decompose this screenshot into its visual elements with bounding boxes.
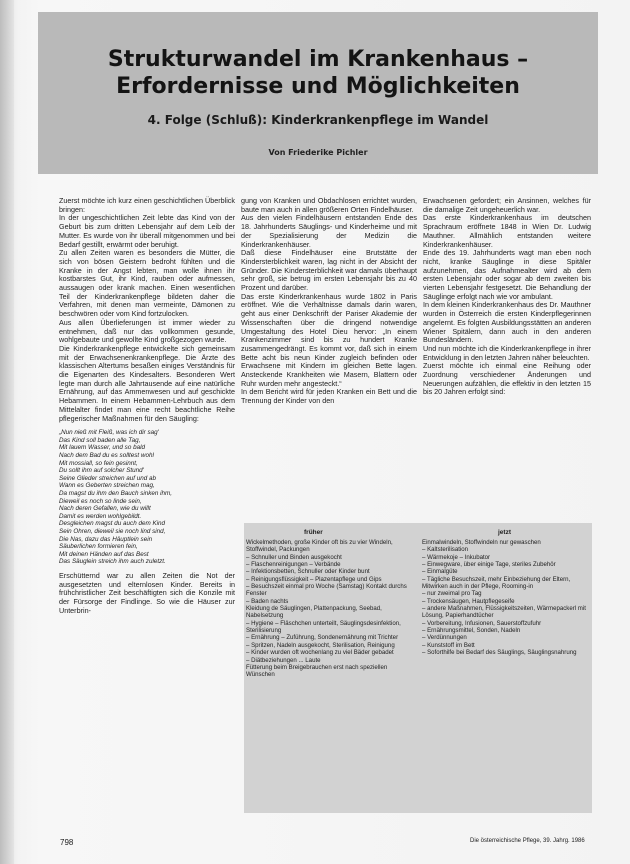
poem-line: Damit es werden wohlgebildt. [59,512,142,520]
journal-footer: Die österreichische Pflege, 39. Jahrg. 1986 [470,838,585,844]
list-item: Einmalwindeln, Stoffwindeln nur gewaschen [422,539,541,546]
article-author: Von Friederike Pichler [268,148,368,157]
poem-line: Mit deinen Händen auf das Best [59,550,149,558]
poem-line: Wann es Geberten streichen mag, [59,482,155,490]
paragraph: Und nun möchte ich die Kinderkrankenpflege in ihrer Entwicklung in den letzten Jahren näher beleuchten. [423,343,591,362]
article-header [38,12,598,174]
list-item: – Kaltsterilisation [422,546,469,554]
list-item: Wickelmethoden, große Kinder oft bis zu vier Windeln, Stoffwindel, Packungen [246,539,393,554]
list-item: – andere Maßnahmen, Flüssigkeitszeiten, Wärmepackerl mit Lösung, Papierhandtücher [422,605,586,620]
list-item: – Kunststoff im Bett [422,641,475,649]
poem-line: Desgleichen magst du auch dem Kind [59,520,166,528]
list-item: – Wärmekoje – Inkubator [422,553,491,561]
text-column-3 [423,197,591,397]
paragraph: In der ungeschichtlichen Zeit lebte das Kind von der Geburt bis zum dritten Lebensjahr auf dem Leib der Mutter. Es wurde von ihr überall mitgenommen und bei Bedarf gestillt, erwärmt oder beruhigt. [59,213,235,249]
list-item: – Tägliche Besuchszeit, mehr Einbeziehung der Eltern, Mitwirken auch in der Pflege, Rooming-in [422,575,571,591]
list-item: – Vorbereitung, Infusionen, Sauerstoffzufuhr [422,619,542,627]
poem-line: „Nun nieß mit Fleiß, was ich dir sag' [59,429,159,437]
paragraph: Erschütternd war zu allen Zeiten die Not der ausgesetzten und elternlosen Kinder. Bereits in frühchristlicher Zeit beschäftigten sich die Konzile mit der Fürsorge der Findlinge. So wie die Häuser zur Unterbrin- [59,570,235,615]
box-header-now: jetzt [498,529,511,536]
title-line-1: Strukturwandel im Krankenhaus – [107,47,529,72]
list-item: – Diätbeziehungen ... Laute [246,656,321,664]
article-title [38,46,598,100]
paragraph: Ende des 19. Jahrhunderts wagt man eben noch nicht, kranke Säuglinge in diese Spitäler aufzunehmen, das Aufnahmealter wird ab dem ersten Lebensjahr oder sogar ab dem zweiten bis vierten Lebensjahr festgesetzt. Die Behandlung der Säuglinge erfolgt nach wie vor ambulant. [423,248,591,301]
list-item: Fütterung beim Breigebrauchen erst nach speziellen Wünschen [246,663,388,679]
paragraph: Die Kinderkrankenpflege entwickelte sich gemeinsam mit der Erwachsenenkrankenpflege. Die Ärzte des klassischen Altertums besaßen einiges Verständnis für die Eigenarten des Kindesalters. Besonderen Wert legte man durch alle Jahrtausende auf eine natürliche Ernährung, auf das Ammenwesen und auf geschickte Hebammen. In einem Hebammen-Lehrbuch aus dem Mittelalter findet man eine recht beachtliche Reihe pflegerischer Maßnahmen für den Säugling: [59,343,235,423]
list-item: – Ernährungsmittel, Sonden, Nadeln [422,627,521,635]
list-item: – Kinder wurden oft wochenlang zu viel Bäder gebadet [246,649,394,657]
poem-line: Du sollt ihm auf solcher Stund' [59,467,144,475]
paragraph: Zu allen Zeiten waren es besonders die Mütter, die sich von bösen Geistern bedroht fühlten und die Kranke in der Angst lebten, man wolle ihnen ihr kostbarstes Gut, ihr Kind, rauben oder aufmessen, aussaugen oder krank machen. Einen wesentlichen Teil der Kinderkrankenpflege bildeten daher die Verfahren, mit denen man vermeinte, Dämonen zu beschwören oder vom Kind fortzulocken. [59,248,235,319]
paragraph: Zuerst möchte ich kurz einen geschichtlichen Überblick bringen: [59,196,235,214]
poem-line: Mit mossiall, so fein gesinnt, [59,459,138,467]
article-subtitle: 4. Folge (Schluß): Kinderkrankenpflege im Wandel [147,113,489,127]
comparison-box [244,523,592,813]
list-item: – nur zweimal pro Tag [422,590,482,598]
list-item: – Soforthilfe bei Bedarf des Säuglings, Säuglingsnahrung [422,649,577,657]
poem-line: Mit lauem Wasser, und so bald [59,444,145,452]
list-item: – Flaschenreinigungen – Verbände [246,561,341,569]
paragraph: Aus allen Überlieferungen ist immer wieder zu entnehmen, daß nur das vollkommen gesunde, wohlgebaute und gewollte Kind großgezogen wurde. [59,317,235,345]
paragraph: Das erste Kinderkrankenhaus im deutschen Sprachraum eröffnete 1848 in Wien Dr. Ludwig Mauthner. Allmählich entstanden weitere Kinderkrankenhäuser. [423,213,591,249]
list-item: – Ernährung – Zuführung, Sondenernährung mit Trichter [246,634,399,642]
paragraph: Daß diese Findelhäuser eine Brutstätte der Kindersterblichkeit waren, lag nicht in der Absicht der Gründer. Die Kindersterblichkeit war damals überhaupt sehr groß, sie betrug im ersten Lebensjahr bis zu 40 Prozent und darüber. [241,248,417,293]
list-item: – Reinigungsflüssigkeit – Plazentapflege und Gips [246,575,382,583]
paragraph: Das erste Kinderkrankenhaus wurde 1802 in Paris eröffnet. Wie die Verhältnisse damals darin waren, geht aus einer Denkschrift der Pariser Akademie der Wissenschaften über die dringend notwendige Umgestaltung des Hotel Dieu hervor: „In einem Krankenzimmer sind bis zu hundert Kranke zusammengedrängt. Es kommt vor, daß sich in einem Bette acht bis neun Kinder zugleich befinden oder Erwachsene mit Kindern im gleichen Bette lagen. Ansteckende Krankheiten wie Masern, Blattern oder Ruhr wurden mehr angesteckt.“ [241,291,417,388]
paragraph: In dem kleinen Kinderkrankenhaus des Dr. Mauthner wurden in Österreich die ersten Kinderpflegerinnen angelernt. Es folgten Ausbildungsstätten an anderen Wiener Spitälern, dann auch in den anderen Bundesländern. [423,300,591,345]
poem-line: Die Nas, dazu das Häuptlein sein [59,535,153,543]
paragraph: Aus den vielen Findelhäusern entstanden Ende des 18. Jahrhunderts Säuglings- und Kinderheime und mit der Spezialisierung der Medizin die Kinderkrankenhäuser. [241,213,417,249]
poem-line: Seine Glieder streichen auf und ab [59,474,156,482]
paragraph: In dem Bericht wird für jeden Kranken ein Bett und die Trennung der Kinder von den [241,387,417,406]
list-item: – Einmalgüte [422,568,458,576]
poem-line: Nach deren Gefallen, wie du willt [59,505,151,513]
list-item: – Infektionsbetten, Schnuller oder Kinder bunt [246,568,370,576]
page-gutter [0,0,14,864]
list-item: – Spritzen, Nadeln ausgekocht, Sterilisation, Reinigung [246,641,395,649]
page-number: 798 [60,838,74,847]
list-item: Kleidung de Säuglingen, Plattenpackung, Seebad, Nabelsetzung [246,605,382,620]
list-item: – Trockensäugen, Hautpflegeseife [422,597,515,605]
list-item: – Schnuller und Binden ausgekocht [246,553,342,561]
list-item: – Baden nachts [246,597,289,605]
poem-line: Säuberlichen formieren fein, [59,543,138,551]
title-line-2: Erfordernisse und Möglichkeiten [116,74,520,99]
paragraph: gung von Kranken und Obdachlosen errichtet wurden, baute man auch in allen größeren Orten Findelhäuser. [241,196,417,214]
poem-line: Sein Ohren, dieweil sie noch lind sind, [59,528,166,535]
poem-line: Das Säuglein streich ihm auch zuletzt. [59,558,166,566]
paragraph: Zuerst möchte ich einmal eine Reihung oder Zuordnung verschiedener Änderungen und Neuerungen aufzählen, die effektiv in den letzten 15 bis 20 Jahren erfolgt sind: [423,361,591,397]
poem-line: Das Kind soll baden alle Tag, [59,436,141,444]
box-list-now [422,539,588,657]
list-item: – Hygiene – Fläschchen unterteilt, Säuglingsdesinfektion, Sterilisierung [246,619,401,635]
text-column-2 [241,197,417,406]
poem-line: Nach dem Bad du es solltest wohl [59,452,154,460]
box-header-before: früher [304,529,323,536]
poem-line: Dieweil es noch so linde sein, [59,497,142,505]
poem-line: Da magst du ihm den Bauch sinken ihm, [59,490,173,498]
text-column-1 [59,197,235,615]
poem-quote [59,429,235,566]
paragraph: Erwachsenen gefordert; ein Ansinnen, welches für die damalige Zeit ungeheuerlich war. [423,196,591,214]
list-item: – Besuchszeit einmal pro Woche (Samstag) Kontakt durchs Fenster [246,583,407,598]
list-item: – Einwegware, über einige Tage, steriles Zubehör [422,561,556,569]
box-list-before [246,539,412,679]
list-item: – Verdünnungen [422,634,467,642]
